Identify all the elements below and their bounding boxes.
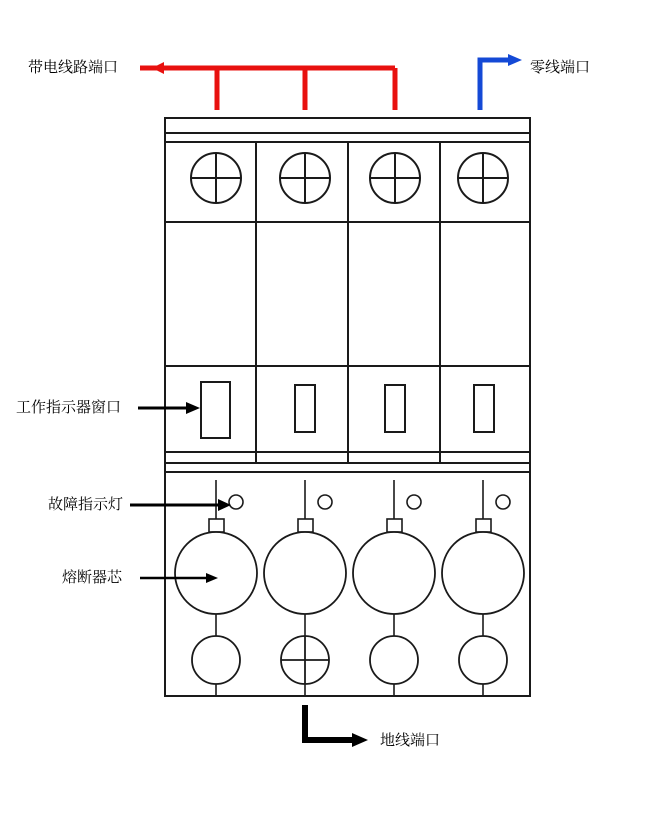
screw-terminal [280,153,330,203]
label-ground-port: 地线端口 [380,732,441,749]
screw-terminal [191,153,241,203]
label-fault-indicator-lamp: 故障指示灯 [48,496,124,513]
live-wire [140,62,395,110]
ground-wire [305,705,368,747]
neutral-wire [480,54,522,110]
screw-terminal [281,636,329,684]
label-indicator-window: 工作指示器窗口 [16,399,122,416]
label-fuse-core: 熔断器芯 [62,569,123,586]
label-live-line-ports: 带电线路端口 [28,59,119,76]
screw-terminal [370,153,420,203]
label-neutral-port: 零线端口 [530,59,591,76]
screw-terminal [458,153,508,203]
